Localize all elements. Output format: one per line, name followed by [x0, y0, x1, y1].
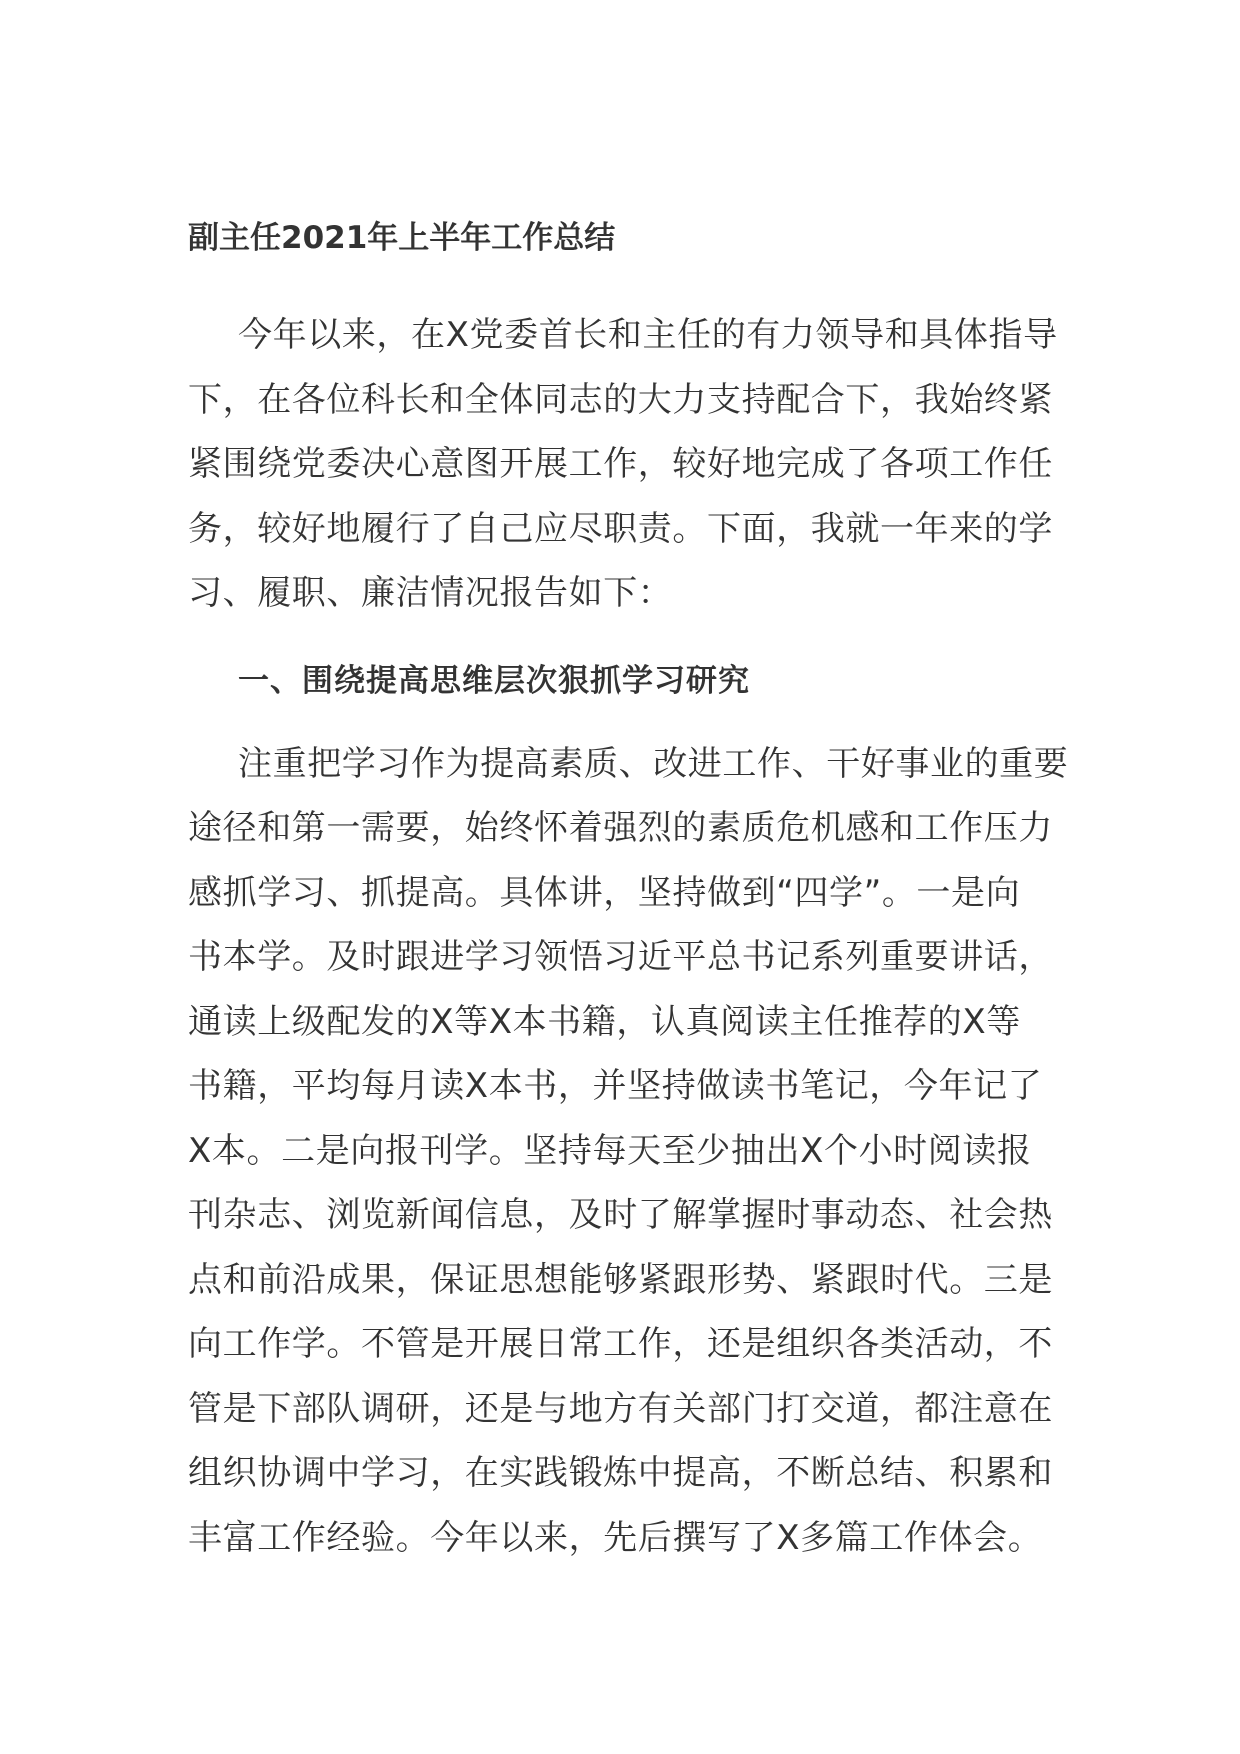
- paragraph-line: 丰富工作经验。今年以来，先后撰写了X多篇工作体会。: [188, 1517, 1043, 1558]
- paragraph-line: 途径和第一需要，始终怀着强烈的素质危机感和工作压力: [188, 808, 1053, 848]
- paragraph-line: 紧围绕党委决心意图开展工作，较好地完成了各项工作任: [188, 444, 1053, 484]
- section-heading: 一、围绕提高思维层次狠抓学习研究: [238, 662, 750, 699]
- paragraph-line: 点和前沿成果，保证思想能够紧跟形势、紧跟时代。三是: [188, 1259, 1053, 1300]
- paragraph-line: 管是下部队调研，还是与地方有关部门打交道，都注意在: [188, 1388, 1053, 1429]
- document-page: [188, 206, 1069, 1570]
- paragraph-line: 习、履职、廉洁情况报告如下：: [188, 573, 673, 613]
- intro-paragraph: [188, 303, 1058, 626]
- paragraph-line: 今年以来，在X党委首长和主任的有力领导和具体指导: [238, 315, 1058, 355]
- paragraph-line: 书籍，平均每月读X本书，并坚持做读书笔记，今年记了: [188, 1066, 1043, 1106]
- document-title: 副主任2021年上半年工作总结: [188, 220, 616, 256]
- section-paragraph: [188, 732, 1069, 1571]
- paragraph-line: 务，较好地履行了自己应尽职责。下面，我就一年来的学: [188, 508, 1053, 549]
- paragraph-line: 注重把学习作为提高素质、改进工作、干好事业的重要: [238, 743, 1069, 784]
- paragraph-line: 书本学。及时跟进学习领悟习近平总书记系列重要讲话，: [188, 937, 1053, 977]
- paragraph-line: 刊杂志、浏览新闻信息，及时了解掌握时事动态、社会热: [188, 1195, 1053, 1235]
- paragraph-line: 向工作学。不管是开展日常工作，还是组织各类活动，不: [188, 1324, 1053, 1364]
- paragraph-line: 感抓学习、抓提高。具体讲，坚持做到“四学”。一是向: [188, 872, 1021, 913]
- paragraph-line: 下，在各位科长和全体同志的大力支持配合下，我始终紧: [188, 379, 1053, 420]
- paragraph-line: 组织协调中学习，在实践锻炼中提高，不断总结、积累和: [188, 1453, 1053, 1493]
- paragraph-line: X本。二是向报刊学。坚持每天至少抽出X个小时阅读报: [188, 1130, 1032, 1171]
- paragraph-line: 通读上级配发的X等X本书籍，认真阅读主任推荐的X等: [188, 1001, 1021, 1042]
